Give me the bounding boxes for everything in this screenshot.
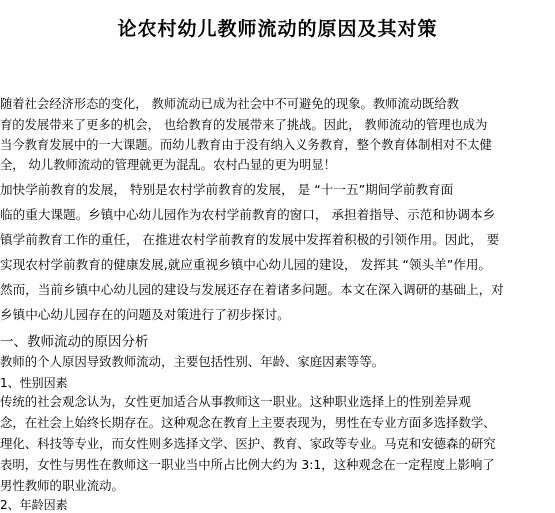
paragraph-1-line-3: 当今教育发展中的一大课题。而幼儿教育由于没有纳入义务教育，整个教育体制相对不太健 [0, 138, 492, 152]
paragraph-2-line-2: 临的重大课题。乡镇中心幼儿园作为农村学前教育的窗口， 承担着指导、示范和协调本乡 [0, 207, 496, 222]
paragraph-3-line-1: 传统的社会观念认为，女性更加适合从事教师这一职业。这种职业选择上的性别差异观 [0, 394, 471, 409]
paragraph-2-line-1: 加快学前教育的发展， 特别是农村学前教育的发展， 是 “十一五”期间学前教育面 [0, 182, 454, 197]
paragraph-3-line-3: 理化、科技等专业，而女性则多选择文学、医护、教育、家政等专业。马克和安德森的研究 [0, 436, 496, 451]
document-title: 论农村幼儿教师流动的原因及其对策 [117, 18, 438, 40]
paragraph-2-line-6: 乡镇中心幼儿园存在的问题及对策进行了初步探讨。 [0, 307, 290, 322]
paragraph-3-line-5: 男性教师的职业流动。 [0, 478, 124, 493]
subheading-gender: 1、性别因素 [0, 376, 68, 390]
paragraph-1-line-2: 育的发展带来了更多的机会， 也给教育的发展带来了挑战。因此， 教师流动的管理也成为 [0, 118, 488, 132]
section-intro: 教师的个人原因导致教师流动，主要包括性别、年龄、家庭因素等等。 [0, 354, 385, 369]
paragraph-2-line-4: 实现农村学前教育的健康发展,就应重视乡镇中心幼儿园的建设， 发挥其 “领头羊”作用。 [0, 257, 492, 272]
paragraph-2-line-3: 镇学前教育工作的重任， 在推进农村学前教育的发展中发挥着积极的引领作用。因此， 要 [0, 232, 500, 247]
subheading-age: 2、年龄因素 [0, 498, 68, 512]
paragraph-2-line-5: 然而，当前乡镇中心幼儿园的建设与发展还存在着诸多问题。本文在深入调研的基础上，对 [0, 282, 504, 297]
paragraph-3-line-2: 念，在社会上始终长期存在。这种观念在教育上主要表现为，男性在专业方面多选择数学、 [0, 415, 496, 430]
paragraph-1-line-4: 全， 幼儿教师流动的管理就更为混乱。农村凸显的更为明显！ [0, 158, 336, 172]
paragraph-3-line-4: 表明，女性与男性在教师这一职业当中所占比例大约为 3:1，这种观念在一定程度上影响了 [0, 457, 495, 472]
paragraph-1-line-1: 随着社会经济形态的变化， 教师流动已成为社会中不可避免的现象。教师流动既给教 [0, 97, 459, 111]
section-heading: 一、教师流动的原因分析 [0, 334, 149, 350]
